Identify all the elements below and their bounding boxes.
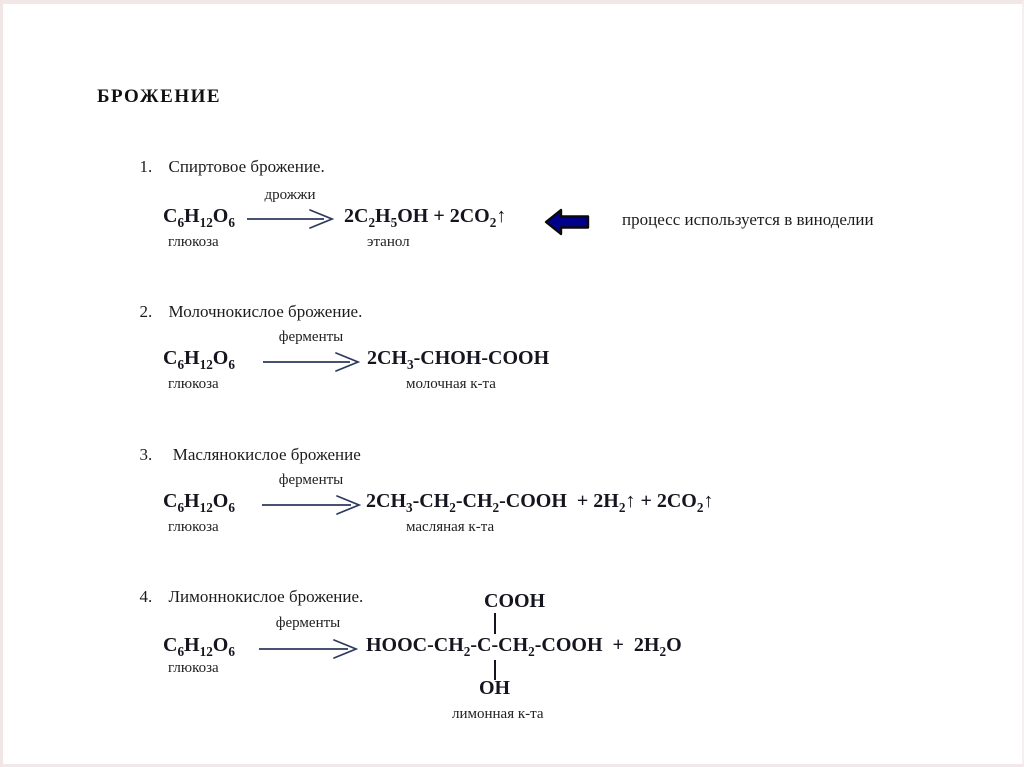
section-3-heading bbox=[131, 425, 361, 465]
section-4-title: Лимоннокислое брожение. bbox=[168, 587, 364, 606]
section-3-products-label: масляная к-та bbox=[406, 519, 495, 535]
section-1-reaction-arrow bbox=[246, 208, 334, 230]
section-3-catalyst-label: ферменты bbox=[278, 472, 344, 488]
section-3-reaction-arrow bbox=[261, 494, 361, 516]
section-4-reactant-label: глюкоза bbox=[168, 660, 219, 676]
section-4-heading bbox=[131, 567, 363, 607]
section-4-products-label: лимонная к-та bbox=[452, 706, 544, 722]
section-4-reactant-formula: $C_6H_{12}O_6$ bbox=[163, 634, 235, 659]
section-3-products-formula: $2CH_3-CH_2-CH_2$-COOH + $2H_2↑$ + $2CO_2↑$ bbox=[366, 490, 714, 515]
section-1-reactant-formula: $C_6H_{12}O_6$ bbox=[163, 205, 235, 230]
section-1-catalyst-label: дрожжи bbox=[264, 187, 316, 203]
section-4-products-formula: HOOC-$CH_2-C-CH_2$-COOH + $2H_2O$ bbox=[366, 634, 682, 659]
section-1-products-label: этанол bbox=[367, 234, 410, 250]
section-2-number: 2. bbox=[139, 302, 153, 321]
section-1-products-formula: $2C_2H_5OH$ + $2CO_2↑$ bbox=[344, 205, 507, 230]
bond-line-top bbox=[494, 613, 496, 634]
section-4-branch-top-formula: COOH bbox=[484, 590, 546, 612]
section-3-reactant-label: глюкоза bbox=[168, 519, 219, 535]
section-1-title: Спиртовое брожение. bbox=[168, 157, 325, 176]
section-2-title: Молочнокислое брожение. bbox=[168, 302, 363, 321]
section-2-reactant-formula: $C_6H_{12}O_6$ bbox=[163, 347, 235, 372]
section-4-catalyst-label: ферменты bbox=[275, 615, 341, 631]
section-4-number: 4. bbox=[139, 587, 153, 606]
section-2-products-formula: $2CH_3-CHOH$-COOH bbox=[367, 347, 550, 372]
section-3-reactant-formula: $C_6H_{12}O_6$ bbox=[163, 490, 235, 515]
section-4-reaction-arrow bbox=[258, 638, 358, 660]
section-1-note: процесс используется в виноделии bbox=[622, 210, 874, 229]
section-2-heading bbox=[131, 282, 362, 322]
section-2-catalyst-label: ферменты bbox=[278, 329, 344, 345]
section-2-reactant-label: глюкоза bbox=[168, 376, 219, 392]
section-1-heading bbox=[131, 137, 325, 177]
section-2-products-label: молочная к-та bbox=[406, 376, 496, 392]
section-2-reaction-arrow bbox=[262, 351, 360, 373]
section-3-title: Маслянокислое брожение bbox=[168, 445, 361, 464]
section-4-branch-bottom-formula: OH bbox=[479, 677, 511, 699]
page-title: БРОЖЕНИЕ bbox=[97, 86, 222, 107]
left-block-arrow-icon bbox=[544, 207, 590, 237]
section-1-reactant-label: глюкоза bbox=[168, 234, 219, 250]
section-1-number: 1. bbox=[139, 157, 153, 176]
section-3-number: 3. bbox=[139, 445, 153, 464]
